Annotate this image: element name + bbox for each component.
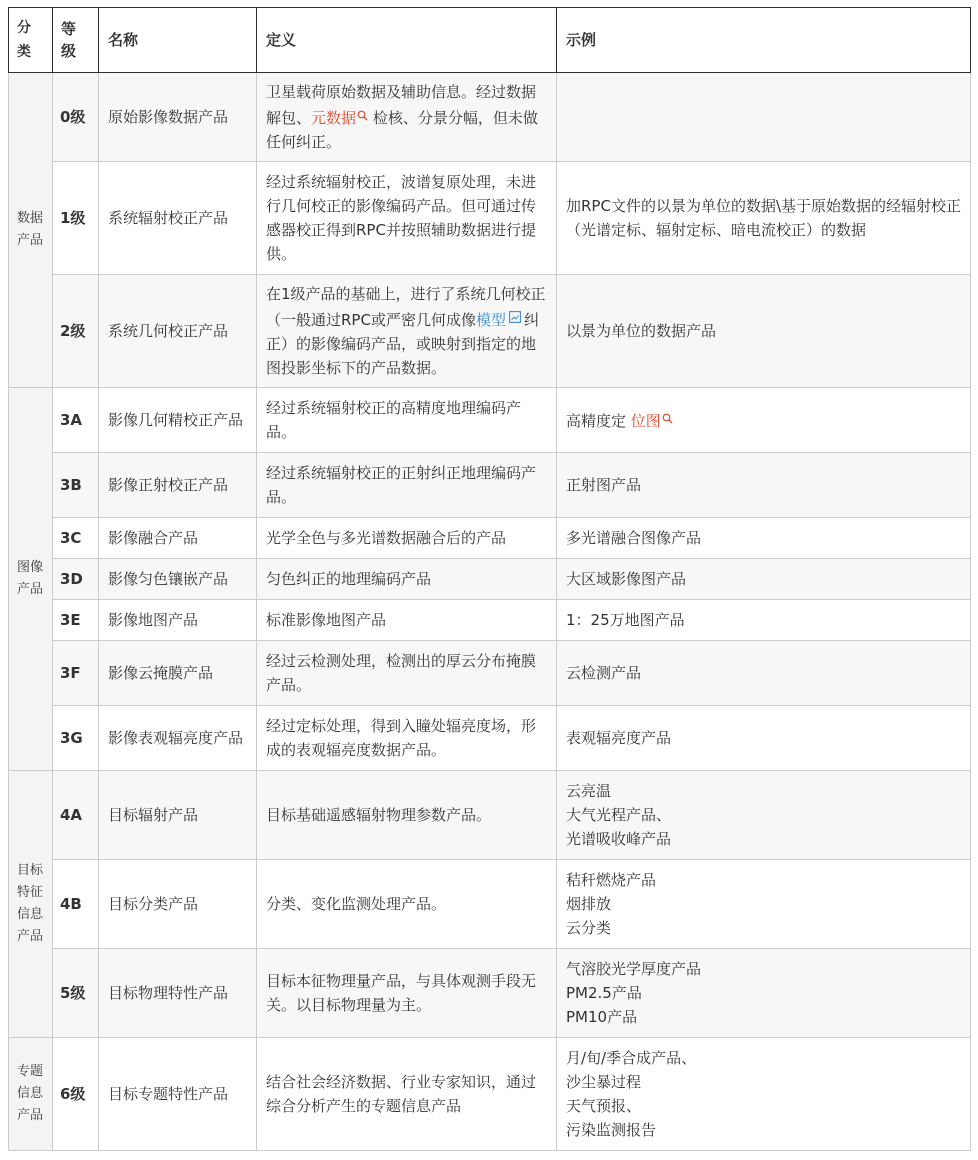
example-cell: 加RPC文件的以景为单位的数据\基于原始数据的经辐射校正（光谱定标、辐射定标、暗电流校正）的数据 xyxy=(557,162,971,275)
grade-cell: 5级 xyxy=(53,949,99,1038)
example-cell xyxy=(557,949,971,1038)
name-cell: 原始影像数据产品 xyxy=(99,73,257,162)
example-cell: 大区域影像图产品 xyxy=(557,559,971,600)
grade-cell: 3B xyxy=(53,453,99,518)
definition-cell xyxy=(257,73,557,162)
table-row xyxy=(9,518,971,559)
definition-cell xyxy=(257,275,557,388)
example-cell xyxy=(557,860,971,949)
example-line: 云分类 xyxy=(566,919,612,937)
definition-text: 卫星载荷原始数据及辅助信息。经过数据解包、 xyxy=(266,83,537,127)
definition-cell: 分类、变化监测处理产品。 xyxy=(257,860,557,949)
grade-cell: 3E xyxy=(53,600,99,641)
category-text: 产品 xyxy=(17,582,44,597)
definition-cell: 目标基础遥感辐射物理参数产品。 xyxy=(257,771,557,860)
definition-cell: 经过系统辐射校正的高精度地理编码产品。 xyxy=(257,388,557,453)
example-cell: 以景为单位的数据产品 xyxy=(557,275,971,388)
table-row xyxy=(9,162,971,275)
definition-cell: 光学全色与多光谱数据融合后的产品 xyxy=(257,518,557,559)
example-cell: 多光谱融合图像产品 xyxy=(557,518,971,559)
category-text: 专题 xyxy=(17,1064,44,1079)
example-line: PM10产品 xyxy=(566,1008,638,1026)
category-data-products xyxy=(9,73,53,388)
example-line: 污染监测报告 xyxy=(566,1121,657,1139)
category-target-info-products xyxy=(9,771,53,1038)
model-link[interactable]: 模型 xyxy=(475,311,506,329)
name-cell: 目标物理特性产品 xyxy=(99,949,257,1038)
name-cell: 影像匀色镶嵌产品 xyxy=(99,559,257,600)
header-grade-line2: 级 xyxy=(61,42,77,60)
grade-cell: 3A xyxy=(53,388,99,453)
name-cell: 影像表观辐亮度产品 xyxy=(99,706,257,771)
table-row xyxy=(9,1038,971,1151)
name-cell: 影像融合产品 xyxy=(99,518,257,559)
example-line: 大气光程产品、 xyxy=(566,806,672,824)
category-thematic-info-products xyxy=(9,1038,53,1151)
example-cell: 表观辐亮度产品 xyxy=(557,706,971,771)
definition-text: 在1级产品的基础上，进行了系统几何校正（一般通过RPC或严密几何成像 xyxy=(266,285,546,329)
name-cell: 影像云掩膜产品 xyxy=(99,641,257,706)
header-grade xyxy=(53,8,99,73)
category-text: 信息 xyxy=(17,1086,44,1101)
name-cell: 影像几何精校正产品 xyxy=(99,388,257,453)
category-text: 数据 xyxy=(17,211,44,226)
category-text: 特征 xyxy=(17,885,44,900)
definition-cell: 标准影像地图产品 xyxy=(257,600,557,641)
example-line: 月/旬/季合成产品、 xyxy=(566,1049,697,1067)
table-row xyxy=(9,275,971,388)
grade-cell: 6级 xyxy=(53,1038,99,1151)
category-text: 产品 xyxy=(17,233,44,248)
table-row xyxy=(9,860,971,949)
header-grade-line1: 等 xyxy=(61,20,77,38)
grade-cell: 0级 xyxy=(53,73,99,162)
grade-cell: 3D xyxy=(53,559,99,600)
definition-cell: 结合社会经济数据、行业专家知识，通过综合分析产生的专题信息产品 xyxy=(257,1038,557,1151)
table-row xyxy=(9,600,971,641)
category-text: 目标 xyxy=(17,863,44,878)
category-image-products xyxy=(9,388,53,771)
table-row xyxy=(9,949,971,1038)
category-text: 产品 xyxy=(17,929,44,944)
definition-cell: 匀色纠正的地理编码产品 xyxy=(257,559,557,600)
example-cell: 云检测产品 xyxy=(557,641,971,706)
bitmap-link[interactable]: 位图 xyxy=(630,412,661,430)
definition-cell: 经过系统辐射校正，波谱复原处理，未进行几何校正的影像编码产品。但可通过传感器校正得到RPC并按照辅助数据进行提供。 xyxy=(257,162,557,275)
table-row xyxy=(9,453,971,518)
definition-text: 纠正）的影像编码产品，或映射到指定的地图投影坐标下的产品数据。 xyxy=(266,311,539,377)
example-line: 沙尘暴过程 xyxy=(566,1073,642,1091)
table-header-row xyxy=(9,8,971,73)
table-row xyxy=(9,706,971,771)
table-row xyxy=(9,771,971,860)
example-cell xyxy=(557,73,971,162)
name-cell: 系统几何校正产品 xyxy=(99,275,257,388)
grade-cell: 3F xyxy=(53,641,99,706)
definition-cell: 经过云检测处理，检测出的厚云分布掩膜产品。 xyxy=(257,641,557,706)
grade-cell: 2级 xyxy=(53,275,99,388)
example-line: 烟排放 xyxy=(566,895,612,913)
category-text: 产品 xyxy=(17,1108,44,1123)
metadata-link[interactable]: 元数据 xyxy=(311,109,357,127)
grade-cell: 3C xyxy=(53,518,99,559)
example-line: 云亮温 xyxy=(566,782,612,800)
table-row xyxy=(9,388,971,453)
example-cell xyxy=(557,1038,971,1151)
image-icon[interactable] xyxy=(509,306,521,330)
example-cell xyxy=(557,388,971,453)
definition-cell: 经过系统辐射校正的正射纠正地理编码产品。 xyxy=(257,453,557,518)
table-row xyxy=(9,559,971,600)
name-cell: 影像地图产品 xyxy=(99,600,257,641)
table-row xyxy=(9,641,971,706)
product-level-table xyxy=(8,7,971,1151)
definition-cell: 目标本征物理量产品，与具体观测手段无关。以目标物理量为主。 xyxy=(257,949,557,1038)
definition-text: 检核、分景分幅，但未做任何纠正。 xyxy=(266,109,538,151)
search-icon[interactable] xyxy=(662,407,673,431)
example-cell: 正射图产品 xyxy=(557,453,971,518)
example-cell: 1：25万地图产品 xyxy=(557,600,971,641)
name-cell: 目标分类产品 xyxy=(99,860,257,949)
example-cell xyxy=(557,771,971,860)
category-text: 信息 xyxy=(17,907,44,922)
example-line: 气溶胶光学厚度产品 xyxy=(566,960,702,978)
header-example: 示例 xyxy=(557,8,971,73)
definition-cell: 经过定标处理，得到入瞳处辐亮度场，形成的表观辐亮度数据产品。 xyxy=(257,706,557,771)
grade-cell: 4B xyxy=(53,860,99,949)
name-cell: 影像正射校正产品 xyxy=(99,453,257,518)
grade-cell: 4A xyxy=(53,771,99,860)
header-name: 名称 xyxy=(99,8,257,73)
name-cell: 目标辐射产品 xyxy=(99,771,257,860)
example-line: 天气预报、 xyxy=(566,1097,642,1115)
example-line: 光谱吸收峰产品 xyxy=(566,830,672,848)
search-icon[interactable] xyxy=(357,104,368,128)
grade-cell: 3G xyxy=(53,706,99,771)
example-text: 高精度定 xyxy=(566,412,627,430)
header-category: 分类 xyxy=(9,8,53,73)
category-text: 图像 xyxy=(17,560,44,575)
header-definition: 定义 xyxy=(257,8,557,73)
example-line: PM2.5产品 xyxy=(566,984,642,1002)
grade-cell: 1级 xyxy=(53,162,99,275)
name-cell: 系统辐射校正产品 xyxy=(99,162,257,275)
name-cell: 目标专题特性产品 xyxy=(99,1038,257,1151)
table-row xyxy=(9,73,971,162)
example-line: 秸秆燃烧产品 xyxy=(566,871,657,889)
